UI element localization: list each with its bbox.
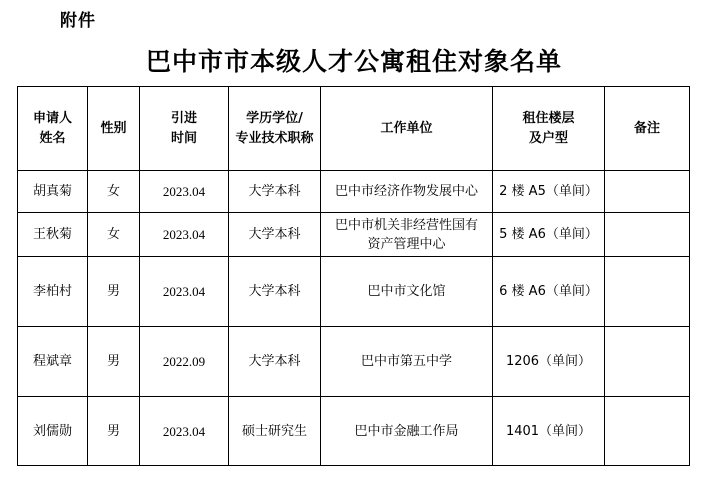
table-row [18,213,690,257]
cell-education: 大学本科 [229,213,321,257]
document-title: 巴中市市本级人才公寓租住对象名单 [145,47,562,76]
cell-gender: 男 [88,257,140,327]
column-header-remark: 备注 [605,87,690,171]
cell-unit: 2 楼 A5（单间） [493,171,605,213]
table-row [18,171,690,213]
column-header-intro-time: 引进 时间 [140,87,229,171]
cell-intro-time: 2022.09 [140,327,229,397]
cell-remark [605,397,690,466]
cell-unit: 5 楼 A6（单间） [493,213,605,257]
cell-name: 胡真菊 [18,171,88,213]
column-header-employer: 工作单位 [321,87,493,171]
column-header-name: 申请人 姓名 [18,87,88,171]
cell-unit: 6 楼 A6（单间） [493,257,605,327]
cell-name: 刘儒勋 [18,397,88,466]
cell-name: 王秋菊 [18,213,88,257]
cell-gender: 女 [88,213,140,257]
attachment-label: 附件 [60,11,96,31]
cell-remark [605,171,690,213]
cell-name: 李柏村 [18,257,88,327]
cell-employer: 巴中市金融工作局 [321,397,493,466]
cell-employer: 巴中市机关非经营性国有 资产管理中心 [321,213,493,257]
table-row [18,327,690,397]
cell-remark [605,213,690,257]
cell-name: 程斌章 [18,327,88,397]
cell-education: 硕士研究生 [229,397,321,466]
cell-gender: 女 [88,171,140,213]
cell-education: 大学本科 [229,327,321,397]
cell-gender: 男 [88,327,140,397]
table-row [18,397,690,466]
table-header-row [18,87,690,171]
cell-intro-time: 2023.04 [140,213,229,257]
cell-unit: 1206（单间） [493,327,605,397]
cell-education: 大学本科 [229,257,321,327]
cell-unit: 1401（单间） [493,397,605,466]
cell-employer: 巴中市经济作物发展中心 [321,171,493,213]
cell-employer: 巴中市文化馆 [321,257,493,327]
cell-intro-time: 2023.04 [140,171,229,213]
column-header-gender: 性别 [88,87,140,171]
column-header-education: 学历学位/ 专业技术职称 [229,87,321,171]
cell-remark [605,257,690,327]
cell-education: 大学本科 [229,171,321,213]
cell-remark [605,327,690,397]
cell-gender: 男 [88,397,140,466]
roster-table [17,86,690,466]
cell-intro-time: 2023.04 [140,397,229,466]
cell-intro-time: 2023.04 [140,257,229,327]
table-row [18,257,690,327]
cell-employer: 巴中市第五中学 [321,327,493,397]
column-header-unit: 租住楼层 及户型 [493,87,605,171]
